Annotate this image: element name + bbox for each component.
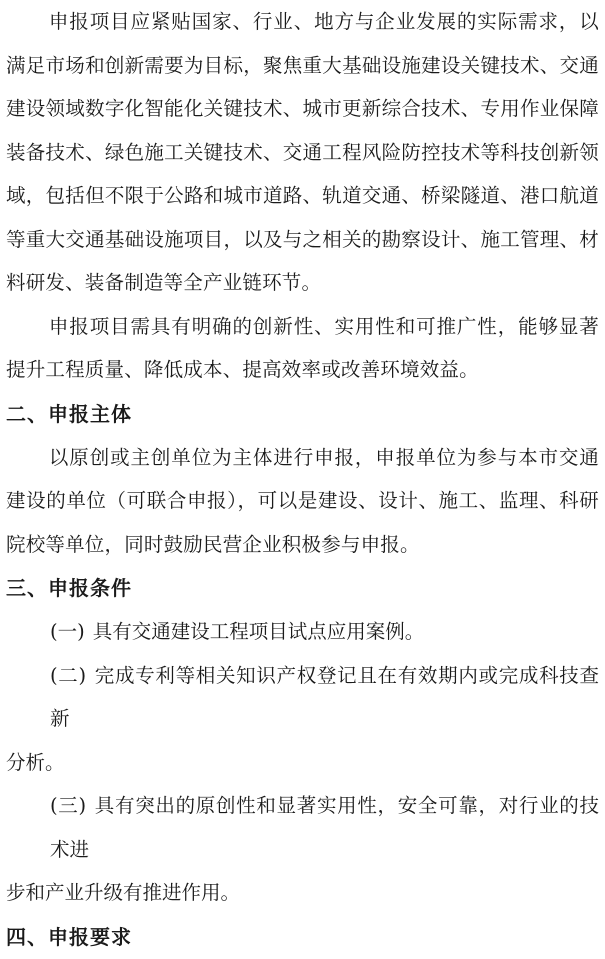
condition-item-text: 具有突出的原创性和显著实用性，安全可靠，对行业的技术进 <box>50 794 599 861</box>
section-heading-applicant: 二、申报主体 <box>6 401 132 426</box>
condition-item-2-continuation: 分析。 <box>6 750 65 774</box>
condition-item-number: (二) <box>50 663 87 687</box>
condition-item-number: (三) <box>50 794 87 817</box>
section-heading-conditions: 三、申报条件 <box>6 576 132 600</box>
paragraph-requirements: 申报项目需具有明确的创新性、实用性和可推广性，能够显著提升工程质量、降低成本、提高效率或改善环境效益。 <box>6 314 599 381</box>
condition-item-2 <box>6 654 599 741</box>
condition-item-1 <box>6 610 599 654</box>
section-heading-submission: 四、申报要求 <box>6 924 132 949</box>
paragraph-applicant: 以原创或主创单位为主体进行申报，申报单位为参与本市交通建设的单位（可联合申报），可以是建设、设计、施工、监理、科研院校等单位，同时鼓励民营企业积极参与申报。 <box>6 445 599 556</box>
condition-item-3 <box>6 784 599 871</box>
condition-item-text: 完成专利等相关知识产权登记且在有效期内或完成科技查新 <box>50 663 599 730</box>
condition-item-3-continuation: 步和产业升级有推进作用。 <box>6 881 241 904</box>
paragraph-scope: 申报项目应紧贴国家、行业、地方与企业发展的实际需求，以满足市场和创新需要为目标，聚焦重大基础设施建设关键技术、交通建设领域数字化智能化关键技术、城市更新综合技术、专用作业保障装备技术、绿色施工关键技术、交通工程风险防控技术等科技创新领域，包括但不限于公路和城市道路、轨道交通、桥梁隧道、港口航道等重大交通基础设施项目，以及与之相关的勘察设计、施工管理、材料研发、装备制造等全产业链环节。 <box>6 10 599 294</box>
condition-item-number: (一) <box>50 620 85 643</box>
condition-item-text: 具有交通建设工程项目试点应用案例。 <box>92 620 425 643</box>
